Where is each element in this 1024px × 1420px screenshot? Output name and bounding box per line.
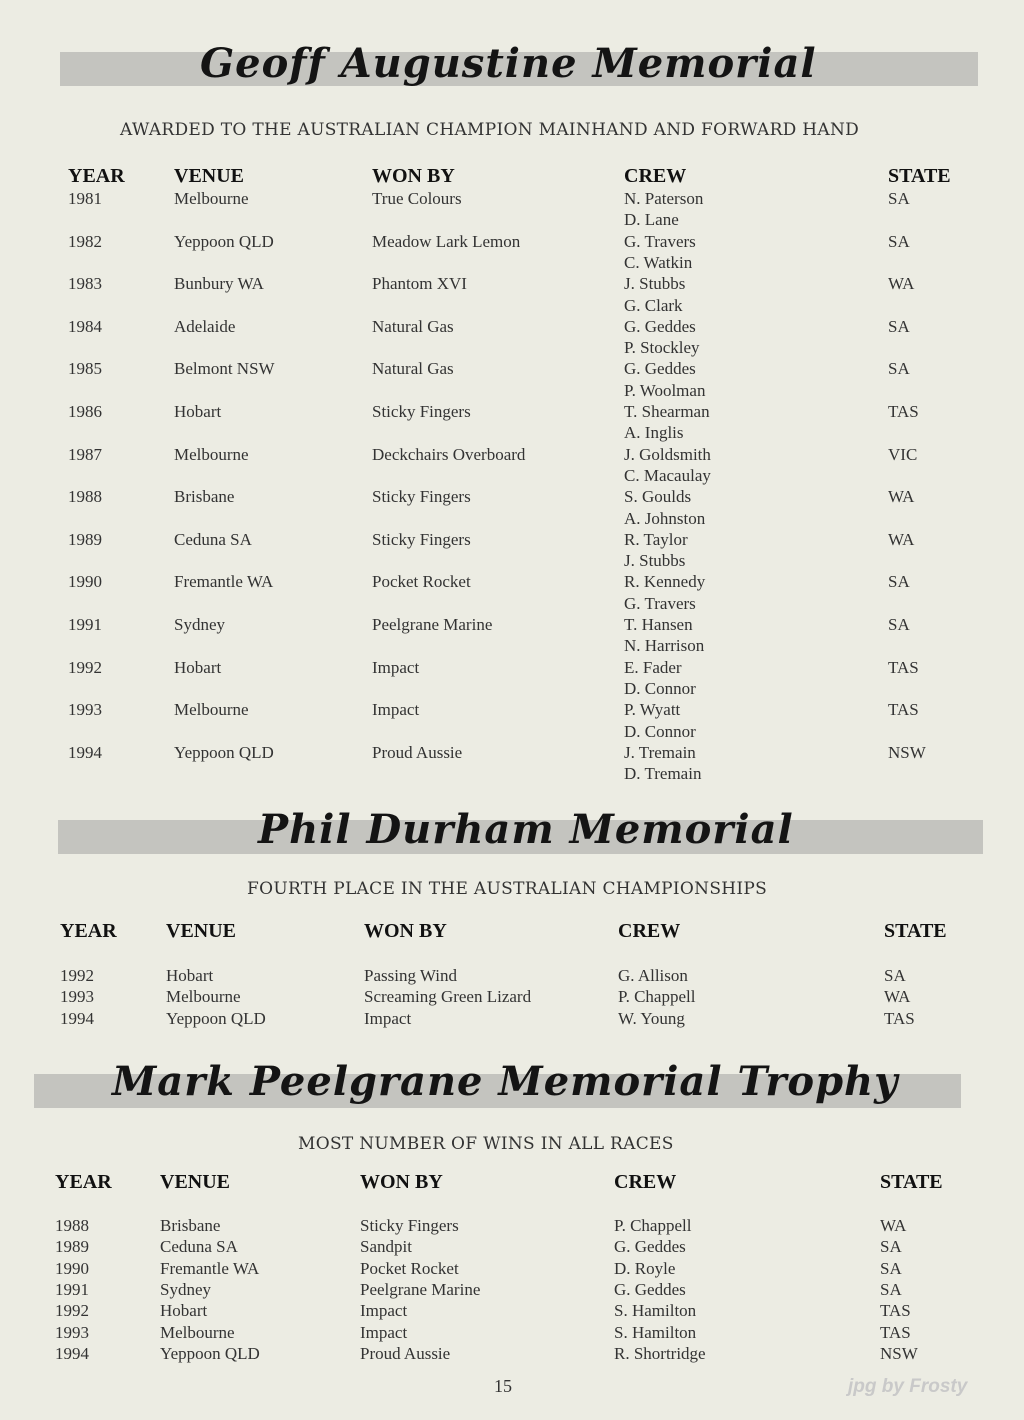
cell-venue: Melbourne bbox=[166, 987, 241, 1007]
section-subtitle: AWARDED TO THE AUSTRALIAN CHAMPION MAINHAND AND FORWARD HAND bbox=[120, 120, 860, 140]
cell-venue: Sydney bbox=[160, 1279, 211, 1299]
crew-member: P. Chappell bbox=[618, 987, 696, 1007]
cell-state: SA bbox=[888, 189, 910, 208]
cell-venue: Ceduna SA bbox=[160, 1237, 238, 1257]
cell-venue: Yeppoon QLD bbox=[174, 231, 274, 251]
cell-won-by: Sticky Fingers bbox=[372, 487, 471, 507]
column-header-year: YEAR bbox=[60, 920, 117, 942]
column-header-venue: VENUE bbox=[166, 920, 237, 942]
crew-member: N. Paterson bbox=[624, 189, 704, 208]
cell-year: 1991 bbox=[55, 1279, 89, 1299]
crew-member: D. Lane bbox=[624, 210, 679, 230]
cell-year: 1988 bbox=[55, 1216, 89, 1235]
cell-venue: Melbourne bbox=[174, 700, 249, 720]
cell-won-by: Impact bbox=[372, 700, 420, 720]
crew-member: P. Woolman bbox=[624, 380, 706, 400]
crew-member: P. Chappell bbox=[614, 1216, 692, 1235]
cell-venue: Brisbane bbox=[174, 487, 235, 507]
crew-member: D. Tremain bbox=[624, 764, 702, 784]
crew-member: C. Macaulay bbox=[624, 465, 711, 485]
cell-venue: Hobart bbox=[174, 402, 222, 421]
crew-member: G. Allison bbox=[618, 966, 688, 985]
crew-member: J. Goldsmith bbox=[624, 444, 711, 464]
cell-venue: Sydney bbox=[174, 615, 225, 634]
crew-member: G. Geddes bbox=[624, 316, 696, 336]
cell-venue: Melbourne bbox=[160, 1322, 235, 1342]
cell-state: SA bbox=[888, 316, 910, 336]
cell-year: 1981 bbox=[68, 189, 102, 208]
cell-state: SA bbox=[888, 572, 910, 592]
cell-state: WA bbox=[884, 987, 911, 1007]
cell-won-by: Impact bbox=[360, 1301, 408, 1321]
crew-member: T. Shearman bbox=[624, 402, 710, 421]
cell-state: TAS bbox=[888, 657, 919, 677]
cell-year: 1992 bbox=[68, 657, 102, 677]
cell-venue: Melbourne bbox=[174, 444, 249, 464]
crew-member: D. Royle bbox=[614, 1258, 676, 1278]
crew-member: D. Connor bbox=[624, 721, 696, 741]
cell-won-by: Impact bbox=[372, 657, 420, 677]
crew-member: W. Young bbox=[618, 1008, 685, 1028]
cell-year: 1993 bbox=[55, 1322, 89, 1342]
cell-year: 1990 bbox=[55, 1258, 89, 1278]
crew-member: R. Kennedy bbox=[624, 572, 706, 592]
column-header-crew: CREW bbox=[614, 1171, 677, 1193]
cell-won-by: Meadow Lark Lemon bbox=[372, 231, 521, 251]
section-title: Geoff Augustine Memorial bbox=[200, 40, 817, 87]
cell-won-by: Phantom XVI bbox=[372, 274, 467, 294]
column-header-year: YEAR bbox=[55, 1171, 112, 1193]
cell-venue: Bunbury WA bbox=[174, 274, 264, 294]
cell-year: 1986 bbox=[68, 402, 102, 421]
crew-member: D. Connor bbox=[624, 678, 696, 698]
column-header-venue: VENUE bbox=[174, 165, 245, 187]
cell-won-by: Peelgrane Marine bbox=[360, 1279, 481, 1299]
crew-member: S. Hamilton bbox=[614, 1301, 697, 1321]
crew-member: J. Stubbs bbox=[624, 274, 686, 294]
cell-venue: Fremantle WA bbox=[160, 1258, 260, 1278]
cell-state: NSW bbox=[888, 742, 926, 762]
cell-won-by: Pocket Rocket bbox=[360, 1258, 459, 1278]
crew-member: A. Inglis bbox=[624, 423, 684, 443]
cell-year: 1983 bbox=[68, 274, 102, 294]
cell-year: 1992 bbox=[55, 1301, 89, 1321]
crew-member: J. Stubbs bbox=[624, 551, 686, 571]
section-subtitle: FOURTH PLACE IN THE AUSTRALIAN CHAMPIONSHIPS bbox=[247, 879, 768, 899]
column-header-state: STATE bbox=[888, 165, 951, 187]
cell-year: 1994 bbox=[60, 1008, 94, 1028]
column-header-won-by: WON BY bbox=[364, 920, 447, 942]
cell-won-by: Sandpit bbox=[360, 1237, 412, 1257]
section-title: Mark Peelgrane Memorial Trophy bbox=[112, 1058, 899, 1105]
cell-state: SA bbox=[888, 231, 910, 251]
column-header-state: STATE bbox=[884, 920, 947, 942]
column-header-state: STATE bbox=[880, 1171, 943, 1193]
crew-member: N. Harrison bbox=[624, 636, 705, 656]
cell-won-by: Screaming Green Lizard bbox=[364, 987, 532, 1007]
cell-won-by: Natural Gas bbox=[372, 359, 454, 379]
cell-state: TAS bbox=[888, 402, 919, 421]
cell-won-by: Passing Wind bbox=[364, 966, 457, 985]
cell-state: SA bbox=[880, 1258, 902, 1278]
cell-venue: Hobart bbox=[160, 1301, 208, 1321]
cell-year: 1994 bbox=[68, 742, 102, 762]
crew-member: G. Geddes bbox=[614, 1279, 686, 1299]
cell-state: WA bbox=[880, 1216, 907, 1235]
cell-state: SA bbox=[888, 615, 910, 634]
cell-state: VIC bbox=[888, 444, 918, 464]
cell-won-by: Impact bbox=[364, 1008, 412, 1028]
column-header-crew: CREW bbox=[624, 165, 687, 187]
crew-member: G. Clark bbox=[624, 295, 683, 315]
cell-year: 1989 bbox=[55, 1237, 89, 1257]
crew-member: J. Tremain bbox=[624, 742, 696, 762]
cell-state: TAS bbox=[880, 1301, 911, 1321]
crew-member: G. Geddes bbox=[614, 1237, 686, 1257]
cell-year: 1990 bbox=[68, 572, 102, 592]
cell-year: 1988 bbox=[68, 487, 102, 507]
cell-year: 1992 bbox=[60, 966, 94, 985]
cell-year: 1985 bbox=[68, 359, 102, 379]
crew-member: A. Johnston bbox=[624, 508, 706, 528]
cell-won-by: Peelgrane Marine bbox=[372, 615, 493, 634]
cell-won-by: Impact bbox=[360, 1322, 408, 1342]
cell-year: 1989 bbox=[68, 529, 102, 549]
crew-member: T. Hansen bbox=[624, 615, 693, 634]
cell-year: 1984 bbox=[68, 316, 102, 336]
cell-state: TAS bbox=[888, 700, 919, 720]
cell-year: 1993 bbox=[68, 700, 102, 720]
cell-year: 1993 bbox=[60, 987, 94, 1007]
cell-won-by: Sticky Fingers bbox=[372, 529, 471, 549]
cell-venue: Ceduna SA bbox=[174, 529, 252, 549]
cell-venue: Hobart bbox=[166, 966, 214, 985]
column-header-won-by: WON BY bbox=[372, 165, 455, 187]
crew-member: R. Shortridge bbox=[614, 1343, 706, 1363]
crew-member: S. Hamilton bbox=[614, 1322, 697, 1342]
cell-won-by: Deckchairs Overboard bbox=[372, 444, 526, 464]
cell-won-by: Pocket Rocket bbox=[372, 572, 471, 592]
cell-won-by: Proud Aussie bbox=[360, 1343, 451, 1363]
cell-state: SA bbox=[880, 1237, 902, 1257]
cell-venue: Belmont NSW bbox=[174, 359, 275, 379]
cell-state: SA bbox=[884, 966, 906, 985]
column-header-year: YEAR bbox=[68, 165, 125, 187]
cell-venue: Fremantle WA bbox=[174, 572, 274, 592]
cell-state: SA bbox=[880, 1279, 902, 1299]
crew-member: R. Taylor bbox=[624, 529, 688, 549]
cell-state: TAS bbox=[884, 1008, 915, 1028]
cell-won-by: Proud Aussie bbox=[372, 742, 463, 762]
crew-member: S. Goulds bbox=[624, 487, 692, 507]
cell-year: 1994 bbox=[55, 1343, 89, 1363]
cell-won-by: True Colours bbox=[372, 189, 462, 208]
crew-member: C. Watkin bbox=[624, 252, 693, 272]
cell-venue: Hobart bbox=[174, 657, 222, 677]
column-header-crew: CREW bbox=[618, 920, 681, 942]
section-subtitle: MOST NUMBER OF WINS IN ALL RACES bbox=[298, 1134, 674, 1154]
cell-venue: Brisbane bbox=[160, 1216, 221, 1235]
cell-state: WA bbox=[888, 487, 915, 507]
cell-won-by: Sticky Fingers bbox=[372, 402, 471, 421]
cell-year: 1991 bbox=[68, 615, 102, 634]
cell-venue: Adelaide bbox=[174, 316, 236, 336]
cell-state: NSW bbox=[880, 1343, 918, 1363]
crew-member: P. Wyatt bbox=[624, 700, 681, 720]
cell-won-by: Natural Gas bbox=[372, 316, 454, 336]
crew-member: G. Travers bbox=[624, 593, 696, 613]
column-header-venue: VENUE bbox=[160, 1171, 231, 1193]
cell-state: TAS bbox=[880, 1322, 911, 1342]
watermark: jpg by Frosty bbox=[848, 1376, 968, 1397]
page-number: 15 bbox=[494, 1376, 512, 1396]
column-header-won-by: WON BY bbox=[360, 1171, 443, 1193]
crew-member: G. Travers bbox=[624, 231, 696, 251]
cell-state: WA bbox=[888, 274, 915, 294]
crew-member: G. Geddes bbox=[624, 359, 696, 379]
cell-venue: Melbourne bbox=[174, 189, 249, 208]
cell-venue: Yeppoon QLD bbox=[166, 1008, 266, 1028]
cell-won-by: Sticky Fingers bbox=[360, 1216, 459, 1235]
cell-venue: Yeppoon QLD bbox=[174, 742, 274, 762]
cell-year: 1987 bbox=[68, 444, 102, 464]
section-title: Phil Durham Memorial bbox=[258, 806, 794, 853]
cell-venue: Yeppoon QLD bbox=[160, 1343, 260, 1363]
cell-state: SA bbox=[888, 359, 910, 379]
cell-year: 1982 bbox=[68, 231, 102, 251]
crew-member: P. Stockley bbox=[624, 338, 700, 358]
cell-state: WA bbox=[888, 529, 915, 549]
crew-member: E. Fader bbox=[624, 657, 682, 677]
